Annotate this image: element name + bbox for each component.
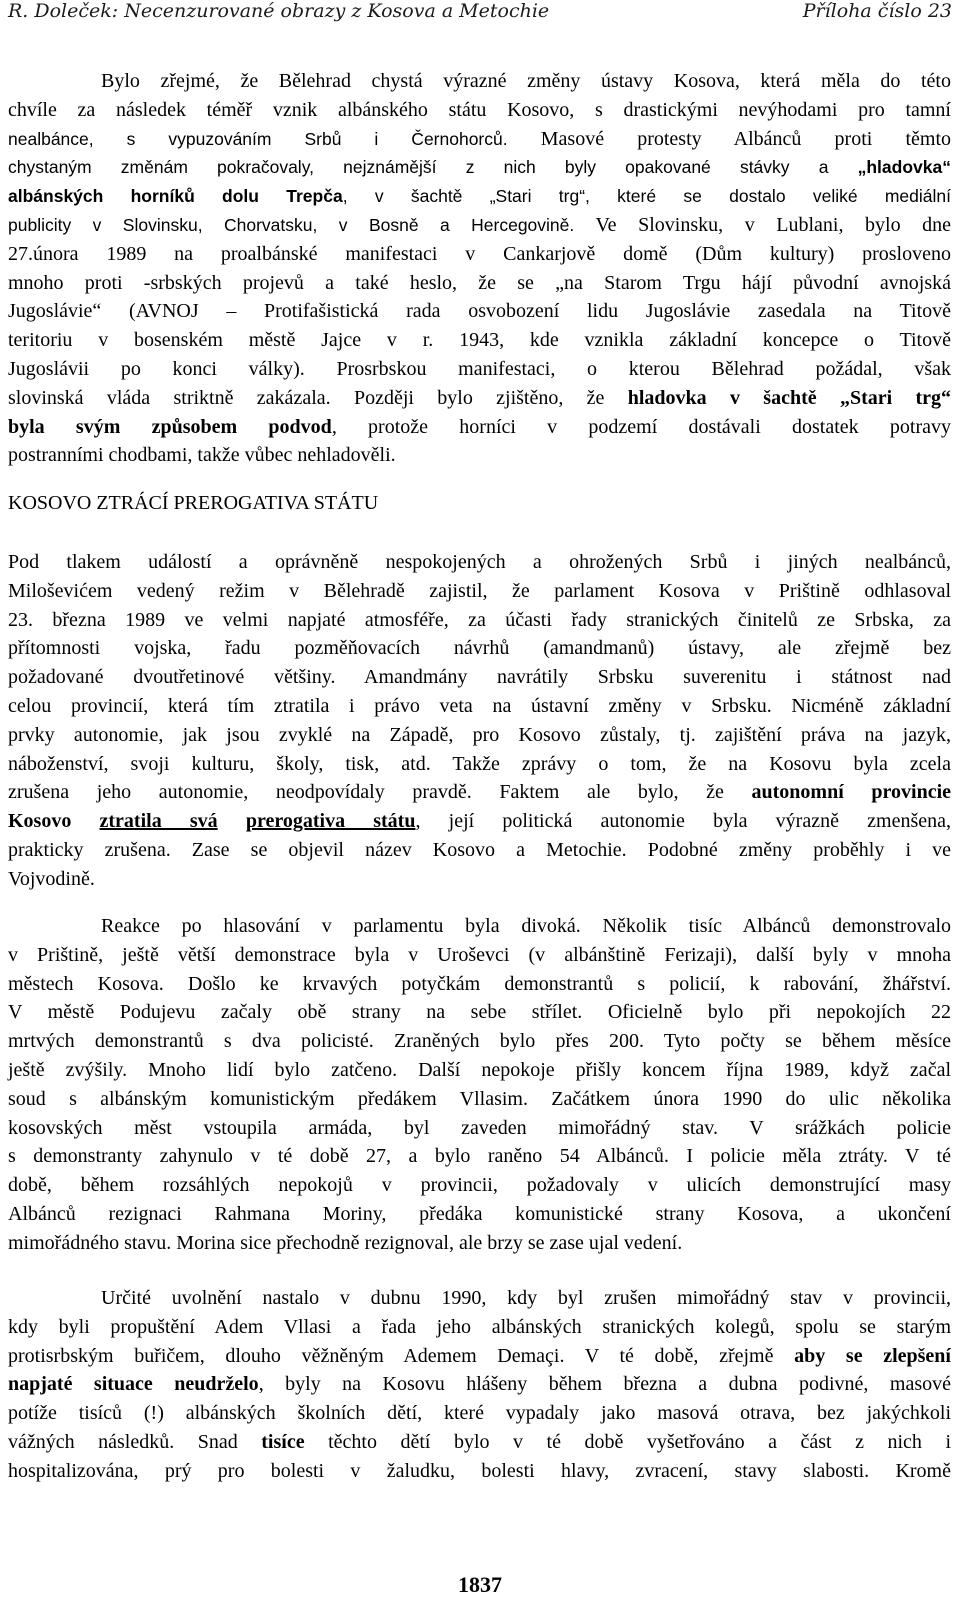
p3-line: době, během rozsáhlých nepokojů v provincii, požadovaly v ulicích demonstrující masy: [8, 1174, 951, 1197]
p2-line: náboženství, svoji kulturu, školy, tisk, atd. Takže zprávy o tom, že na Kosovu byla zcela: [8, 752, 951, 775]
page-number: 1837: [458, 1572, 502, 1597]
p1-line: mnoho proti -srbských projevů a také heslo, že se „na Starom Trgu hájí původní avnojská: [8, 271, 951, 294]
p3-line: Reakce po hlasování v parlamentu byla divoká. Několik tisíc Albánců demonstrovalo: [101, 915, 951, 937]
p1-line: byla svým způsobem podvod, protože horníci v podzemí dostávali dostatek potravy: [8, 415, 951, 438]
p1-line: 27.února 1989 na proalbánské manifestaci v Cankarjově domě (Dům kultury) prosloveno: [8, 242, 951, 265]
p4-line: Určité uvolnění nastalo v dubnu 1990, kdy byl zrušen mimořádný stav v provincii,: [101, 1287, 951, 1309]
paragraph-2: [8, 548, 951, 894]
p3-line: s demonstranty zahynulo v té době 27, a bylo raněno 54 Albánců. I policie měla ztráty. V té: [8, 1145, 951, 1168]
p4-line: protisrbským buřičem, dlouho věžněným Ademem Demaçi. V té době, zřejmě aby se zlepšení: [8, 1344, 951, 1367]
p3-line: kosovských měst vstoupila armáda, byl zaveden mimořádný stav. V srážkách policie: [8, 1116, 951, 1139]
p3-line: městech Kosova. Došlo ke krvavých potyčkám demonstrantů s policií, k rabování, žhářství.: [8, 972, 951, 995]
p1-line: nealbánce, s vypuzováním Srbů i Černohorců. Masové protesty Albánců proti těmto: [8, 127, 951, 150]
p3-line: mimořádného stavu. Morina sice přechodně rezignoval, ale brzy se zase ujal vedení.: [8, 1231, 683, 1254]
p1-line: Bylo zřejmé, že Bělehrad chystá výrazné změny ústavy Kosova, která měla do této: [101, 70, 951, 92]
p2-line: Kosovo ztratila svá prerogativa státu, její politická autonomie byla výrazně zmenšena,: [8, 810, 951, 833]
p2-line: Miloševićem vedený režim v Bělehradě zajistil, že parlament Kosova v Prištině odhlasoval: [8, 579, 951, 602]
header-appendix-label: Příloha číslo 23: [802, 0, 952, 22]
p1-line: albánských horníků dolu Trepča, v šachtě „Stari trg“, které se dostalo veliké mediální: [8, 186, 951, 207]
p2-line: Pod tlakem událostí a oprávněně nespokojených a ohrožených Srbů i jiných nealbánců,: [8, 551, 951, 573]
p1-line: chvíle za následek téměř vznik albánského státu Kosovo, s drastickými nevýhodami pro tamní: [8, 98, 951, 121]
header-author-title: R. Doleček: Necenzurované obrazy z Kosova a Metochie: [8, 0, 550, 22]
p3-line: mrtvých demonstrantů s dva policisté. Zraněných bylo přes 200. Tyto počty se během měsíce: [8, 1030, 951, 1053]
paragraph-4: [8, 1284, 951, 1486]
p4-line: potíže tisíců (!) albánských školních dětí, které vypadaly jako masová otrava, bez jakýchkoli: [8, 1402, 951, 1425]
p1-line: chystaným změnám pokračovaly, nejznámější z nich byly opakované stávky a „hladovka“: [8, 157, 951, 178]
p2-line: prvky autonomie, jak jsou zvyklé na Západě, pro Kosovo zůstaly, tj. zajištění práva na jazyk,: [8, 723, 951, 746]
p2-line: požadované dvoutřetinové většiny. Amandmány navrátily Srbsku suverenitu i státnost nad: [8, 666, 951, 689]
p3-line: v Prištině, ještě větší demonstrace byla v Uroševci (v albánštině Ferizaji), další byly v mnoha: [8, 943, 951, 966]
p1-line: slovinská vláda striktně zakázala. Později bylo zjištěno, že hladovka v šachtě „Stari trg“: [8, 386, 952, 409]
p4-line: hospitalizována, prý pro bolesti v žaludku, bolesti hlavy, zvracení, stavy slabosti. Kromě: [8, 1459, 951, 1482]
p1-line: Jugoslávii po konci války). Prosrbskou manifestaci, o kterou Bělehrad požádal, však: [8, 357, 951, 380]
section-heading: KOSOVO ZTRÁCÍ PREROGATIVA STÁTU: [8, 492, 379, 514]
p2-line: celou provincií, která tím ztratila i právo veta na ústavní změny v Srbsku. Nicméně základní: [8, 694, 951, 717]
p3-line: V městě Podujevu začaly obě strany na sebe střílet. Oficielně bylo při nepokojích 22: [8, 1001, 951, 1024]
p1-line: teritoriu v bosenském městě Jajce v r. 1943, kde vznikla základní koncepce o Titově: [8, 329, 951, 352]
p4-line: vážných následků. Snad tisíce těchto dětí bylo v té době vyšetřováno a část z nich i: [8, 1430, 952, 1453]
p3-line: ještě zvýšily. Mnoho lidí bylo zatčeno. Další nepokoje přišly koncem října 1989, když začal: [8, 1058, 951, 1081]
p2-line: 23. března 1989 ve velmi napjaté atmosféře, za účasti řady stranických činitelů ze Srbska, za: [8, 608, 951, 631]
p1-line: Jugoslávie“ (AVNOJ – Protifašistická rada osvobození lidu Jugoslávie zasedala na Titově: [8, 300, 951, 323]
p4-line: kdy byli propuštění Adem Vllasi a řada jeho albánských stranických kolegů, spolu se starým: [8, 1315, 951, 1338]
p1-line: postranními chodbami, takže vůbec nehladověli.: [8, 444, 396, 467]
p2-line: Vojvodině.: [8, 867, 95, 890]
p3-line: soud s albánským komunistickým předákem Vllasim. Začátkem února 1990 do ulic několika: [8, 1087, 951, 1110]
p2-line: přítomnosti vojska, řadu pozměňovacích návrhů (amandmanů) ústavy, ale zřejmě bez: [8, 637, 951, 660]
running-header: [8, 0, 952, 26]
p2-line: prakticky zrušena. Zase se objevil název Kosovo a Metochie. Podobné změny proběhly i ve: [8, 838, 951, 861]
p3-line: Albánců rezignaci Rahmana Moriny, předáka komunistické strany Kosova, a ukončení: [8, 1202, 951, 1225]
paragraph-1: [8, 67, 951, 470]
p4-line: napjaté situace neudrželo, byly na Kosovu hlášeny během března a dubna podivné, masové: [8, 1373, 951, 1396]
p1-line: publicity v Slovinsku, Chorvatsku, v Bosně a Hercegovině. Ve Slovinsku, v Lublani, bylo dne: [8, 213, 951, 236]
p2-line: zrušena jeho autonomie, neodpovídaly pravdě. Faktem ale bylo, že autonomní provincie: [8, 781, 952, 804]
paragraph-3: [8, 912, 951, 1258]
